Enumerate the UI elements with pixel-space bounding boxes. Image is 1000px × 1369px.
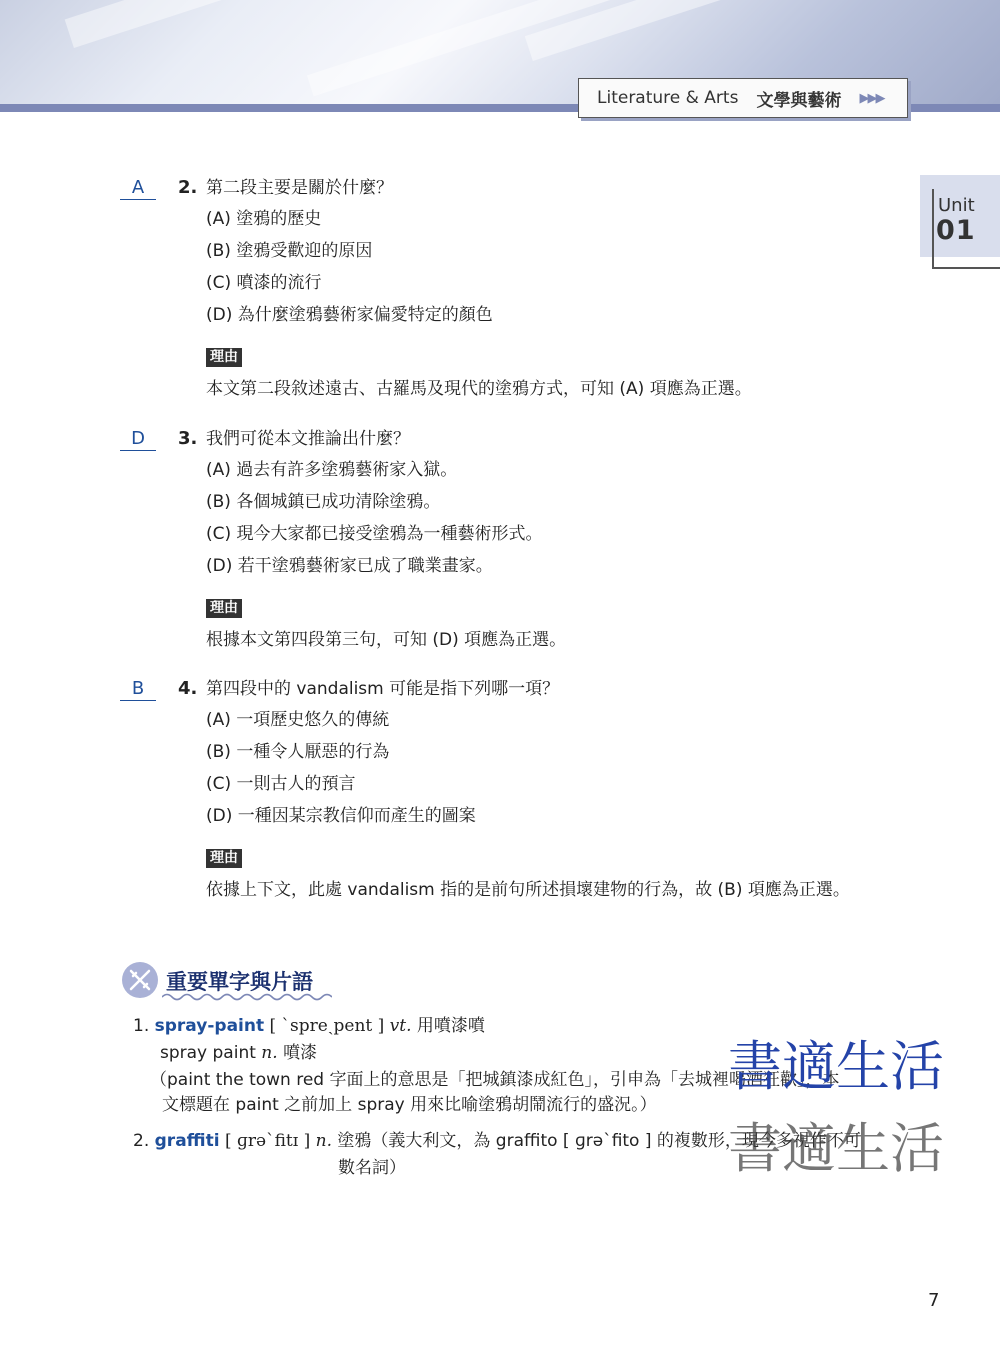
banner-streak — [65, 0, 436, 48]
vocab-entry — [133, 1015, 485, 1037]
reason-text: 本文第二段敘述遠古、古羅馬及現代的塗鴉方式，可知 (A) 項應為正選。 — [206, 379, 752, 399]
section-title-en: Literature & Arts — [597, 88, 739, 108]
reason-label: 理由 — [206, 849, 242, 868]
option-a: (A) 過去有許多塗鴉藝術家入獄。 — [206, 460, 458, 480]
vocab-sub-term: spray paint — [160, 1043, 256, 1063]
option-c: (C) 一則古人的預言 — [206, 774, 356, 794]
vocab-term: graffiti — [154, 1131, 220, 1151]
reason-text: 依據上下文，此處 vandalism 指的是前句所述損壞建物的行為，故 (B) 項應為正選。 — [206, 880, 850, 900]
option-d: (D) 為什麼塗鴉藝術家偏愛特定的顏色 — [206, 305, 493, 325]
phonetic: [ ˋspreˏpent ] — [269, 1016, 385, 1036]
wave-underline — [162, 992, 332, 1002]
vocab-sub-meaning: 噴漆 — [283, 1043, 318, 1063]
reason-label: 理由 — [206, 348, 242, 367]
unit-tab-border — [932, 189, 934, 267]
vocab-note-line: （paint the town red 字面上的意思是「把城鎮漆成紅色」，引申為「去城裡喝酒狂歡」，本 — [150, 1070, 840, 1090]
option-c: (C) 噴漆的流行 — [206, 273, 322, 293]
unit-tab — [920, 175, 1000, 257]
vocab-title: 重要單字與片語 — [166, 970, 313, 994]
watermark-text: 書適生活 — [728, 1035, 944, 1098]
arrows-icon: ▶▶▶ — [859, 90, 884, 106]
option-a: (A) 塗鴉的歷史 — [206, 209, 322, 229]
option-d: (D) 若干塗鴉藝術家已成了職業畫家。 — [206, 556, 493, 576]
vocab-number: 2. — [133, 1131, 150, 1151]
part-of-speech: n. — [261, 1043, 278, 1063]
option-c: (C) 現今大家都已接受塗鴉為一種藝術形式。 — [206, 524, 543, 544]
part-of-speech: vt. — [389, 1016, 412, 1036]
vocab-note-line: 文標題在 paint 之前加上 spray 用來比喻塗鴉胡鬧流行的盛況。） — [162, 1095, 657, 1115]
reason-label: 理由 — [206, 599, 242, 618]
question-text: 第四段中的 vandalism 可能是指下列哪一項？ — [206, 679, 560, 699]
vocab-term: spray-paint — [154, 1016, 265, 1036]
pencil-ruler-icon-graphic — [122, 962, 158, 998]
answer-blank: D — [120, 428, 156, 451]
unit-number: 01 — [936, 215, 976, 246]
option-b: (B) 塗鴉受歡迎的原因 — [206, 241, 373, 261]
answer-blank: B — [120, 678, 156, 701]
unit-label: Unit — [938, 195, 975, 216]
part-of-speech: n. — [315, 1131, 332, 1151]
question-number: 2. — [178, 177, 198, 198]
reason-text: 根據本文第四段第三句，可知 (D) 項應為正選。 — [206, 630, 567, 650]
pencil-ruler-icon — [122, 962, 158, 998]
vocab-number: 1. — [133, 1016, 150, 1036]
unit-tab-border — [932, 267, 1000, 269]
question-number: 4. — [178, 678, 198, 699]
phonetic: [ ɡrəˋfitɪ ] — [224, 1131, 311, 1151]
section-tab — [578, 78, 908, 118]
option-b: (B) 各個城鎮已成功清除塗鴉。 — [206, 492, 441, 512]
question-text: 我們可從本文推論出什麼？ — [206, 429, 410, 449]
question-text: 第二段主要是關於什麼？ — [206, 178, 393, 198]
vocab-sub-entry — [160, 1042, 317, 1064]
vocab-meaning: 用噴漆噴 — [416, 1016, 485, 1036]
page-number: 7 — [928, 1290, 940, 1311]
watermark-text: 書適生活 — [728, 1117, 944, 1180]
vocab-meaning: 塗鴉（義大利文，為 graffito [ ɡrəˋfito ] 的複數形，現今多視作不可 — [337, 1131, 861, 1151]
question-number: 3. — [178, 428, 198, 449]
option-b: (B) 一種令人厭惡的行為 — [206, 742, 390, 762]
option-a: (A) 一項歷史悠久的傳統 — [206, 710, 390, 730]
vocab-meaning-continued: 數名詞） — [338, 1158, 406, 1178]
option-d: (D) 一種因某宗教信仰而產生的圖案 — [206, 806, 476, 826]
section-title-zh: 文學與藝術 — [756, 90, 842, 111]
answer-blank: A — [120, 177, 156, 200]
